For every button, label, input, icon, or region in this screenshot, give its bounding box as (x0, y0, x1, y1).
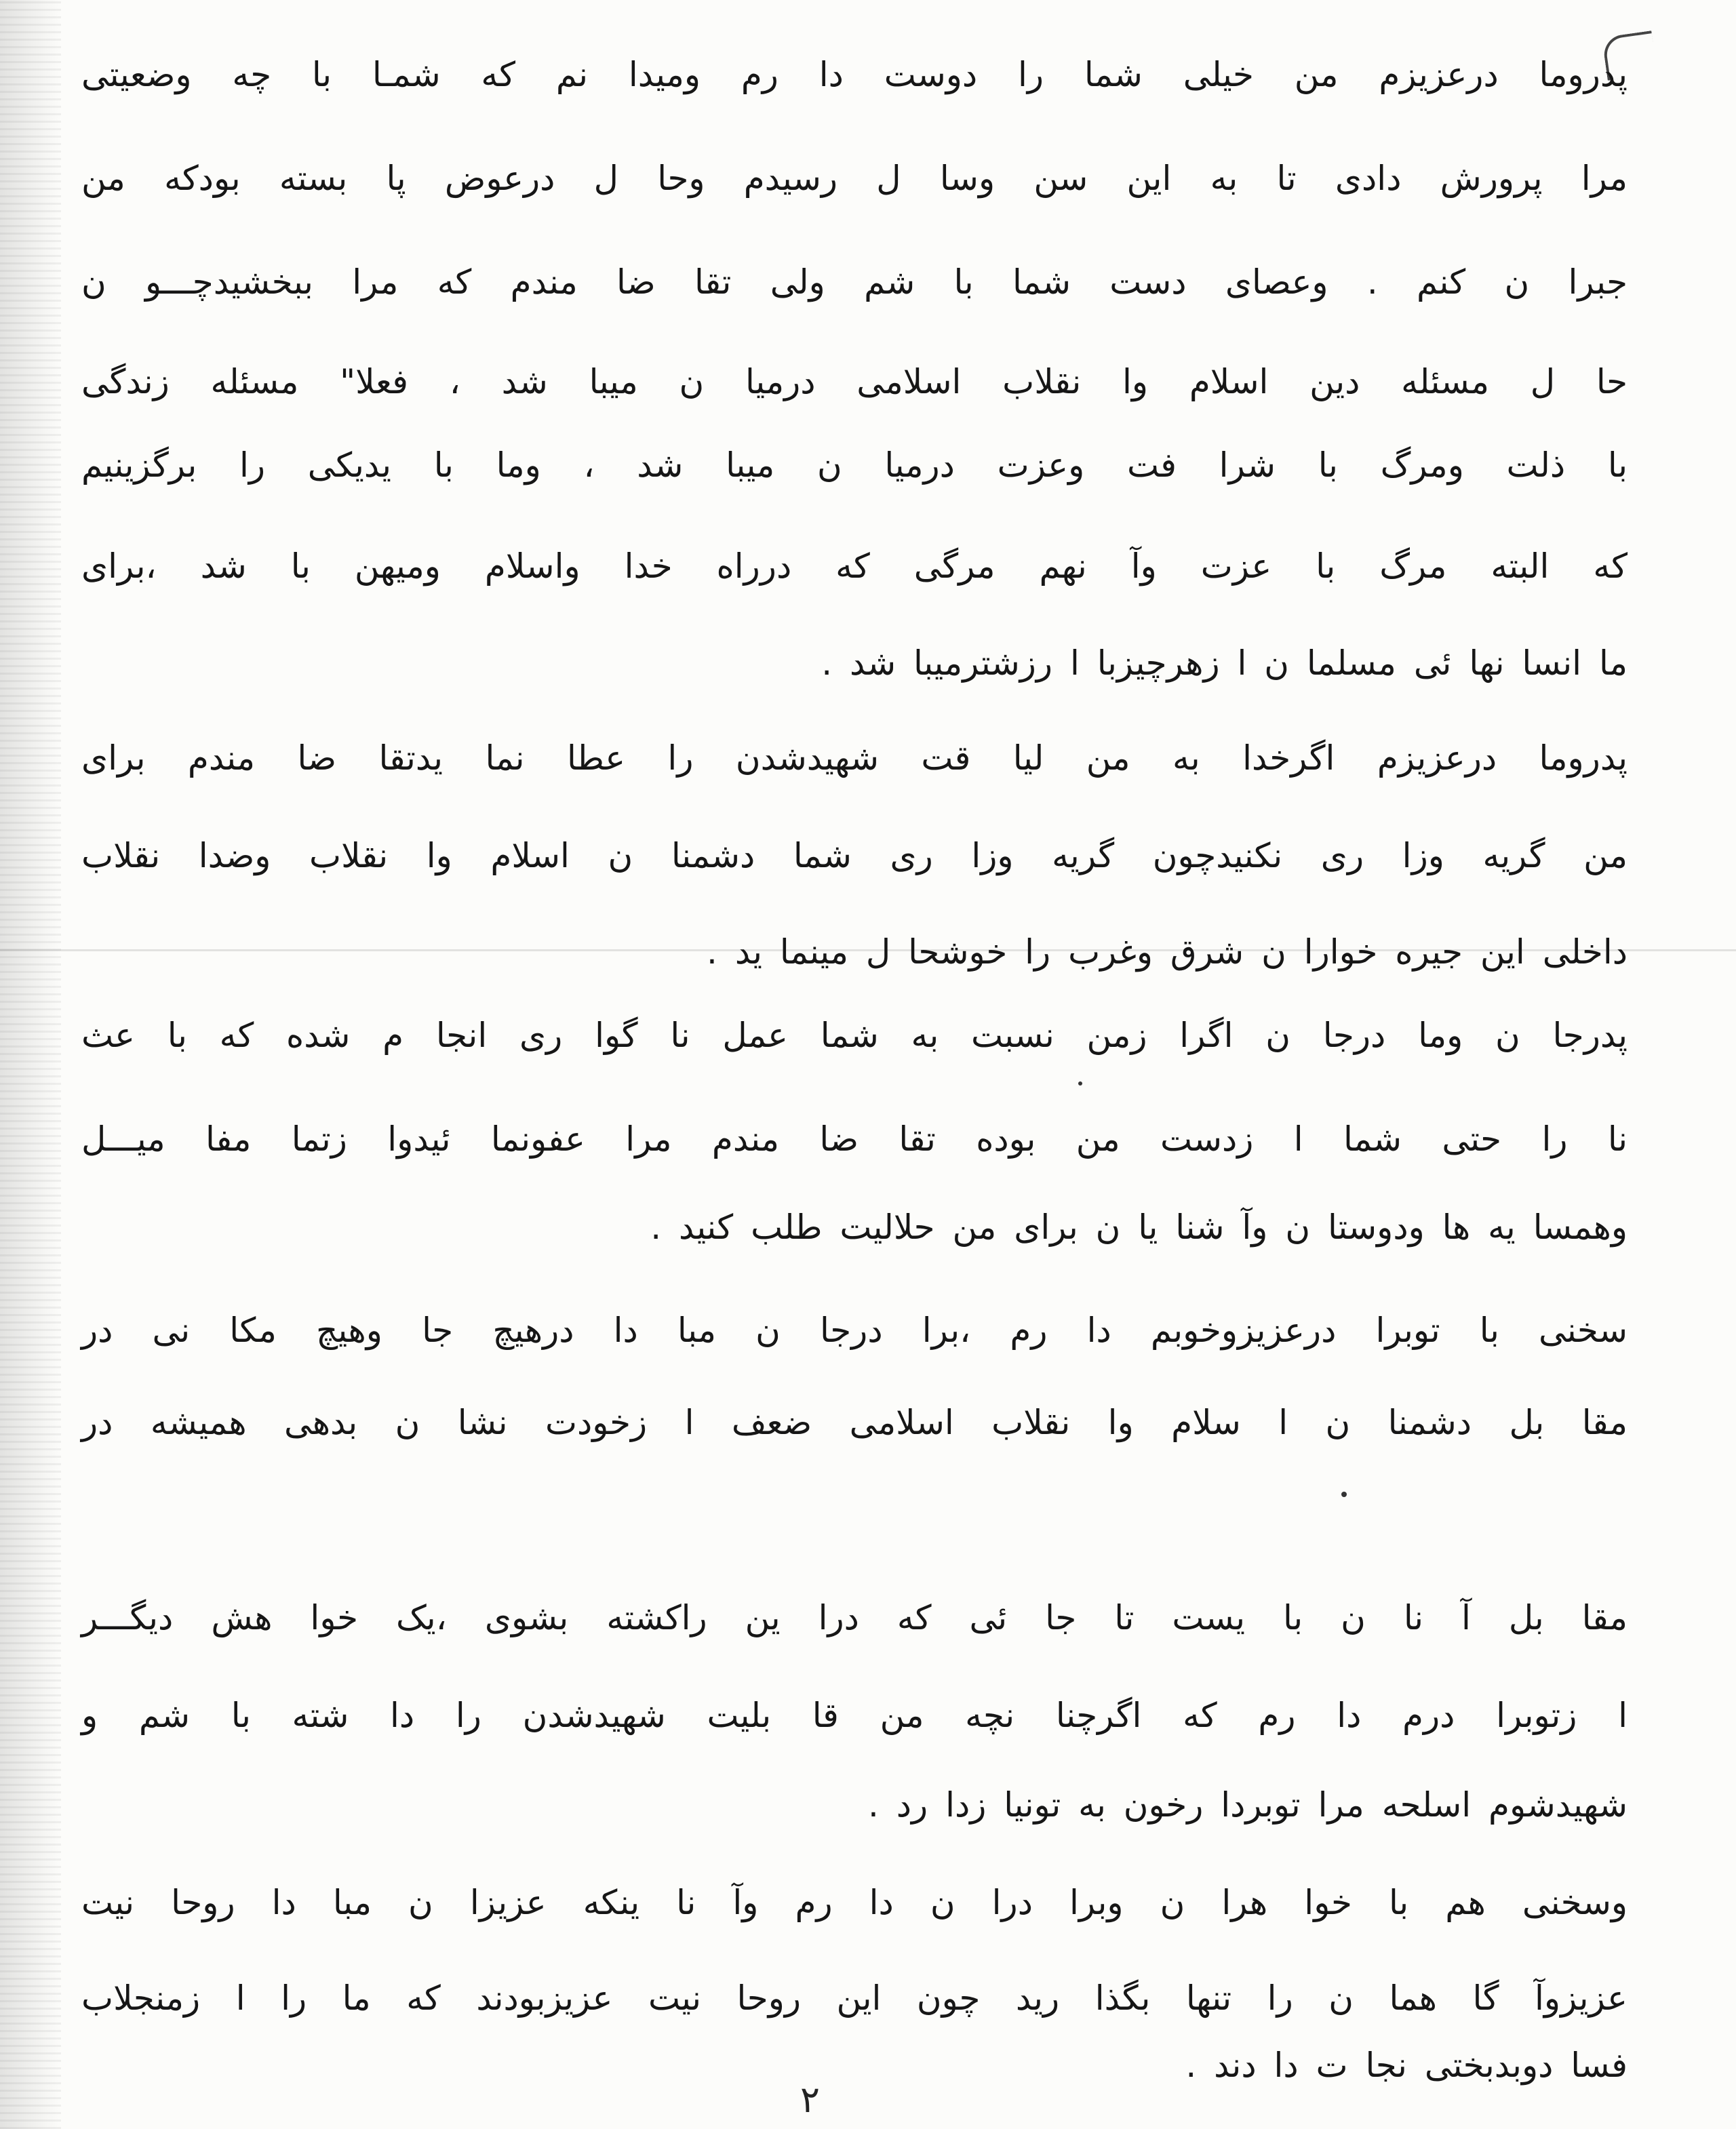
text-line: فسا دوبدبختی نجا ت دا دند . (1185, 2046, 1628, 2085)
text-line: مقا بل آ نا ن با یست تا جا ئی که درا ین راکشته بشوی ،یک خوا هش دیگـــر (81, 1598, 1628, 1637)
text-line: من گریه وزا ری نکنیدچون گریه وزا ری شما دشمنا ن اسلام وا نقلاب وضدا نقلاب (81, 836, 1628, 875)
text-line: سخنی با توبرا درعزیزوخوبم دا رم ،برا درجا ن مبا دا درهیچ جا وهیچ مکا نی در (81, 1311, 1628, 1350)
ink-speck (1078, 1081, 1082, 1086)
text-line: مرا پرورش دادی تا به این سن وسا ل رسیدم وحا ل درعوض پا بسته بودکه من (81, 159, 1628, 198)
text-line: مقا بل دشمنا ن ا سلام وا نقلاب اسلامی ضعف ا زخودت نشا ن بدهی همیشه در (81, 1403, 1628, 1442)
text-line: نا را حتی شما ا زدست من بوده تقا ضا مندم مرا عفونما ئیدوا زتما مفا میـــل (81, 1119, 1628, 1159)
ink-speck (1341, 1492, 1347, 1497)
text-line: عزیزوآ گا هما ن را تنها بگذا رید چون این روحا نیت عزیزبودند که ما را ا زمنجلاب (81, 1978, 1628, 2018)
text-line: پدرجا ن وما درجا ن اگرا زمن نسبت به شما عمل نا گوا ری انجا م شده که با عث (81, 1016, 1628, 1055)
text-line: با ذلت ومرگ با شرا فت وعزت درمیا ن میبا شد ، وما با یدیکی را برگزینیم (81, 445, 1628, 485)
letter-body (81, 0, 1628, 2129)
page-number: ۲ (800, 2078, 821, 2121)
text-line: پدروما درعزیزم من خیلی شما را دوست دا رم ومیدا نم که شمـا با چه وضعیتی (81, 55, 1628, 94)
text-line: ا زتوبرا درم دا رم که اگرچنا نچه من قا بلیت شهیدشدن را دا شته با شم و (81, 1696, 1628, 1735)
text-line: شهیدشوم اسلحه مرا توبردا رخون به تونیا زدا رد . (867, 1785, 1628, 1825)
text-line: ما انسا نها ئی مسلما ن ا زهرچیزبا ا رزشترمیبا شد . (821, 643, 1628, 683)
photocopy-edge-noise (0, 0, 61, 2129)
text-line: پدروما درعزیزم اگرخدا به من لیا قت شهیدشدن را عطا نما یدتقا ضا مندم برای (81, 738, 1628, 778)
text-line: داخلی این جیره خوارا ن شرق وغرب را خوشحا ل مینما ید . (707, 932, 1628, 972)
text-line: وسخنی هم با خوا هرا ن وبرا درا ن دا رم وآ نا ینکه عزیزا ن مبا دا روحا نیت (81, 1883, 1628, 1922)
text-line: که البته مرگ با عزت وآ نهم مرگی که درراه خدا واسلام ومیهن با شد ،برای (81, 546, 1628, 586)
text-line: وهمسا یه ها ودوستا ن وآ شنا یا ن برای من حلالیت طلب کنید . (650, 1208, 1628, 1247)
text-line: جبرا ن کنم . وعصای دست شما با شم ولی تقا ضا مندم که مرا ببخشیدچـــو ن (81, 262, 1628, 302)
text-line: حا ل مسئله دین اسلام وا نقلاب اسلامی درمیا ن میبا شد ، فعلا" مسئله زندگی (81, 362, 1628, 401)
